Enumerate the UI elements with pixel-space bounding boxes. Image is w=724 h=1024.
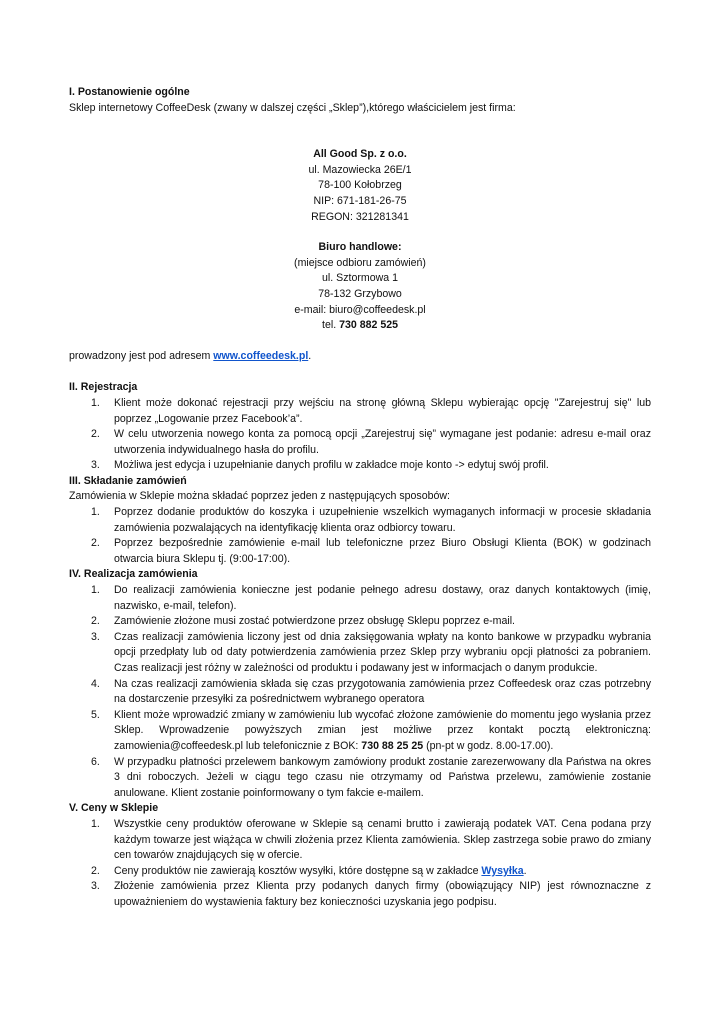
section-3-heading: III. Składanie zamówień [69,474,187,487]
bok-phone: 730 88 25 25 [361,739,424,752]
ordering-list [69,505,651,567]
list-item-text: W przypadku płatności przelewem bankowym zamówiony produkt zostanie zarezerwowany dla Państwa na okres 3 dni roboczych. Jeżeli w ciągu tego czasu nie otrzymamy od Państwa przelewu, zamówienie zostanie anulowane. Klient zostanie poinformowany o tym fakcie e-mailem. [114,755,651,799]
office-phone: 730 882 525 [339,319,398,332]
list-number: 3. [91,630,100,643]
list-item-text: Zamówienie złożone musi zostać potwierdzone przez obsługę Sklepu poprzez e-mail. [114,615,515,628]
list-item-text: Czas realizacji zamówienia liczony jest od dnia zaksięgowania wpłaty na konto bankowe w przypadku wybrania opcji przedpłaty lub od daty potwierdzenia zamówienia przez Sklep przy wybraniu opcji płatności za pobraniem. Czas realizacji jest różny w zależności od produktu i podawany jest w informacjach o danym produkcie. [114,630,651,674]
registration-list [69,396,651,474]
section-2-heading: II. Rejestracja [69,381,138,394]
list-number: 4. [91,677,100,690]
list-number: 2. [91,864,100,877]
list-number: 5. [91,708,100,721]
list-item [69,536,651,567]
list-item [69,755,651,802]
company-name: All Good Sp. z o.o. [313,148,407,161]
list-number: 2. [91,537,100,550]
list-number: 1. [91,817,100,830]
office-phone-line [69,318,651,334]
operated-prefix: prowadzony jest pod adresem [69,350,214,363]
intro-text: Sklep internetowy CoffeeDesk (zwany w dalszej części „Sklep”),którego właścicielem jest firma: [69,101,516,114]
list-item [69,677,651,708]
list-item [69,817,651,864]
list-item-text: Klient może wprowadzić zmiany w zamówieniu lub wycofać złożone zamówienie do momentu jego wysłania przez Sklep. Wprowadzenie powyższych zmian jest możliwe przez kontakt pocztą elektroniczną: zamowienia@coffeedesk.pl lub telefonicznie z BOK: [114,708,651,752]
list-item-text: Na czas realizacji zamówienia składa się czas przygotowania zamówienia przez Coffeedesk oraz czas potrzebny na dostarczenie przesyłki za pośrednictwem wybranego operatora [114,677,651,706]
list-number: 1. [91,396,100,409]
operated-line [69,349,651,365]
list-number: 6. [91,755,100,768]
office-note: (miejsce odbioru zamówień) [294,256,426,269]
list-number: 3. [91,459,100,472]
list-item [69,708,651,755]
list-item-text: Poprzez dodanie produktów do koszyka i uzupełnienie wszelkich wymaganych informacji w procesie składania zamówienia pozwalających na identyfikację klienta oraz odbiorcy towaru. [114,506,651,534]
office-email: e-mail: biuro@coffeedesk.pl [294,303,426,316]
list-number: 1. [91,584,100,597]
list-item [69,630,651,677]
company-city: 78-100 Kołobrzeg [318,179,402,192]
list-item-text: Do realizacji zamówienia konieczne jest podanie pełnego adresu dostawy, oraz danych kontaktowych (imię, nazwisko, e-mail, telefon). [114,584,651,612]
list-item-text: Możliwa jest edycja i uzupełnianie danych profilu w zakładce moje konto -> edytuj swój profil. [114,459,549,472]
list-number: 3. [91,880,100,893]
list-item-text: W celu utworzenia nowego konta za pomocą opcji „Zarejestruj się” wymagane jest podanie: adresu e-mail oraz utworzenia indywidualnego hasła do profilu. [114,428,651,456]
list-item-text: Złożenie zamówienia przez Klienta przy podanych danych firmy (obowiązujący NIP) jest równoznaczne z upoważnieniem do wystawienia faktury bez konieczności uzyskania jego podpisu. [114,880,651,908]
list-item-text: Klient może dokonać rejestracji przy wejściu na stronę główną Sklepu wybierając opcję "Zarejestruj się" lub poprzez „Logowanie przez Facebook’a”. [114,396,651,425]
list-item-text: Poprzez bezpośrednie zamówienie e-mail lub telefoniczne przez Biuro Obsługi Klienta (BOK) w godzinach otwarcia biura Sklepu tj. (9:00-17:00). [114,537,651,565]
list-number: 2. [91,615,100,628]
company-street: ul. Mazowiecka 26E/1 [308,163,412,176]
list-item-text: Ceny produktów nie zawierają kosztów wysyłki, które dostępne są w zakładce [114,864,482,877]
list-item-text: . [523,864,527,877]
office-phone-prefix: tel. [322,319,340,332]
list-item [69,583,651,614]
list-number: 2. [91,428,100,441]
shipping-link[interactable]: Wysyłka [481,864,524,877]
list-item [69,396,651,427]
website-link[interactable]: www.coffeedesk.pl [213,350,309,363]
list-item [69,614,651,630]
section-1-heading: I. Postanowienie ogólne [69,86,190,98]
list-item [69,864,651,880]
office-street: ul. Sztormowa 1 [322,272,398,285]
fulfilment-list [69,583,651,801]
list-item [69,427,651,458]
list-number: 1. [91,506,100,519]
section-3-intro: Zamówienia w Sklepie można składać poprzez jeden z następujących sposobów: [69,490,450,503]
list-item [69,458,651,474]
company-nip: NIP: 671-181-26-75 [313,194,407,207]
list-item-text: (pn-pt w godz. 8.00-17.00). [423,739,554,752]
office-heading: Biuro handlowe: [318,241,402,254]
list-item [69,879,651,910]
office-city: 78-132 Grzybowo [318,287,402,300]
terms-document [69,85,651,911]
list-item-text: Wszystkie ceny produktów oferowane w Sklepie są cenami brutto i zawierają podatek VAT. Cena podana przy każdym towarze jest wiążąca w chwili złożenia przez Klienta zamówienia. Sklep zastrzega sobie prawo do zmiany cen towarów znajdujących się w ofercie. [114,817,651,862]
list-item [69,505,651,536]
company-block [69,147,651,334]
operated-suffix: . [308,350,312,363]
section-4-heading: IV. Realizacja zamówienia [69,568,198,581]
company-regon: REGON: 321281341 [311,210,409,223]
section-5-heading: V. Ceny w Sklepie [69,802,159,815]
prices-list [69,817,651,911]
